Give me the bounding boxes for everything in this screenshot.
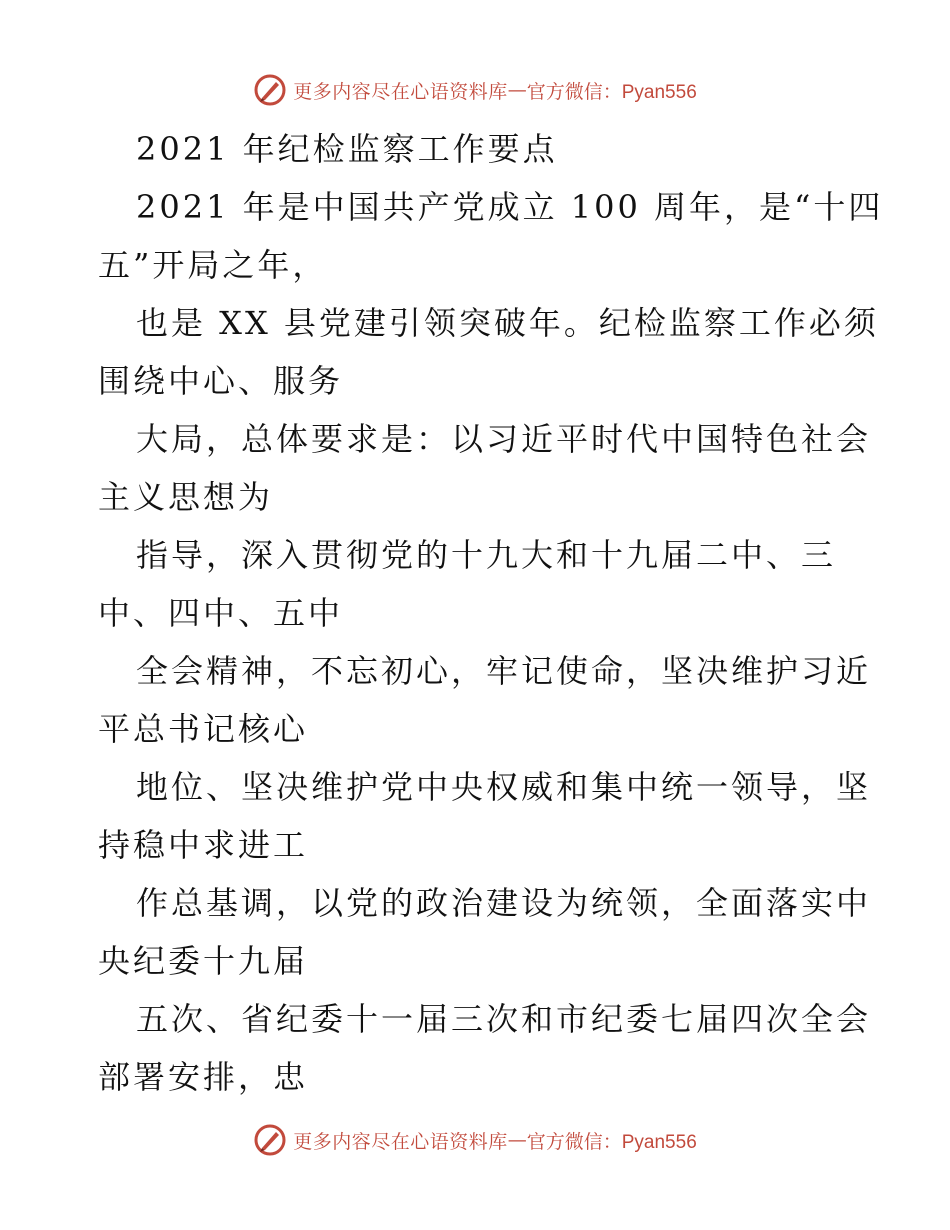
header-banner-separator: — <box>507 79 527 101</box>
pen-logo-icon <box>253 73 287 107</box>
paragraph-line: 作总基调，以党的政治建设为统领，全面落实中 <box>136 884 872 922</box>
paragraph-line: 地位、坚决维护党中央权威和集中统一领导，坚 <box>136 768 872 806</box>
paragraph-line: 也是 XX 县党建引领突破年。纪检监察工作必须 <box>136 304 879 342</box>
paragraph-line: 持稳中求进工 <box>98 826 309 864</box>
header-banner-text: 更多内容尽在心语资料库 <box>293 80 508 103</box>
footer-banner-separator: — <box>507 1129 527 1151</box>
paragraph-line: 平总书记核心 <box>98 710 309 748</box>
paragraph-line: 央纪委十九届 <box>98 942 309 980</box>
document-body <box>98 120 884 1106</box>
paragraph-line: 指导，深入贯彻党的十九大和十九届二中、三 <box>136 536 837 574</box>
paragraph-line: 主义思想为 <box>98 478 274 516</box>
paragraph-line: 2021 年是中国共产党成立 100 周年，是“十四 <box>136 188 884 226</box>
paragraph-line: 大局，总体要求是：以习近平时代中国特色社会 <box>136 420 872 458</box>
header-banner-wechat: 官方微信：Pyan556 <box>526 81 697 103</box>
footer-banner-wechat: 官方微信：Pyan556 <box>526 1131 697 1153</box>
paragraph-line: 全会精神，不忘初心，牢记使命，坚决维护习近 <box>136 652 872 690</box>
paragraph-line: 五”开局之年， <box>98 246 328 284</box>
footer-banner-text: 更多内容尽在心语资料库 <box>293 1130 508 1153</box>
paragraph-line: 围绕中心、服务 <box>98 362 344 400</box>
paragraph-line: 中、四中、五中 <box>98 594 344 632</box>
document-title: 2021 年纪检监察工作要点 <box>136 130 558 168</box>
header-banner <box>0 70 950 110</box>
pen-logo-icon <box>253 1123 287 1157</box>
paragraph-line: 部署安排，忠 <box>98 1058 309 1096</box>
paragraph-line: 五次、省纪委十一届三次和市纪委七届四次全会 <box>136 1000 872 1038</box>
footer-banner <box>0 1120 950 1160</box>
